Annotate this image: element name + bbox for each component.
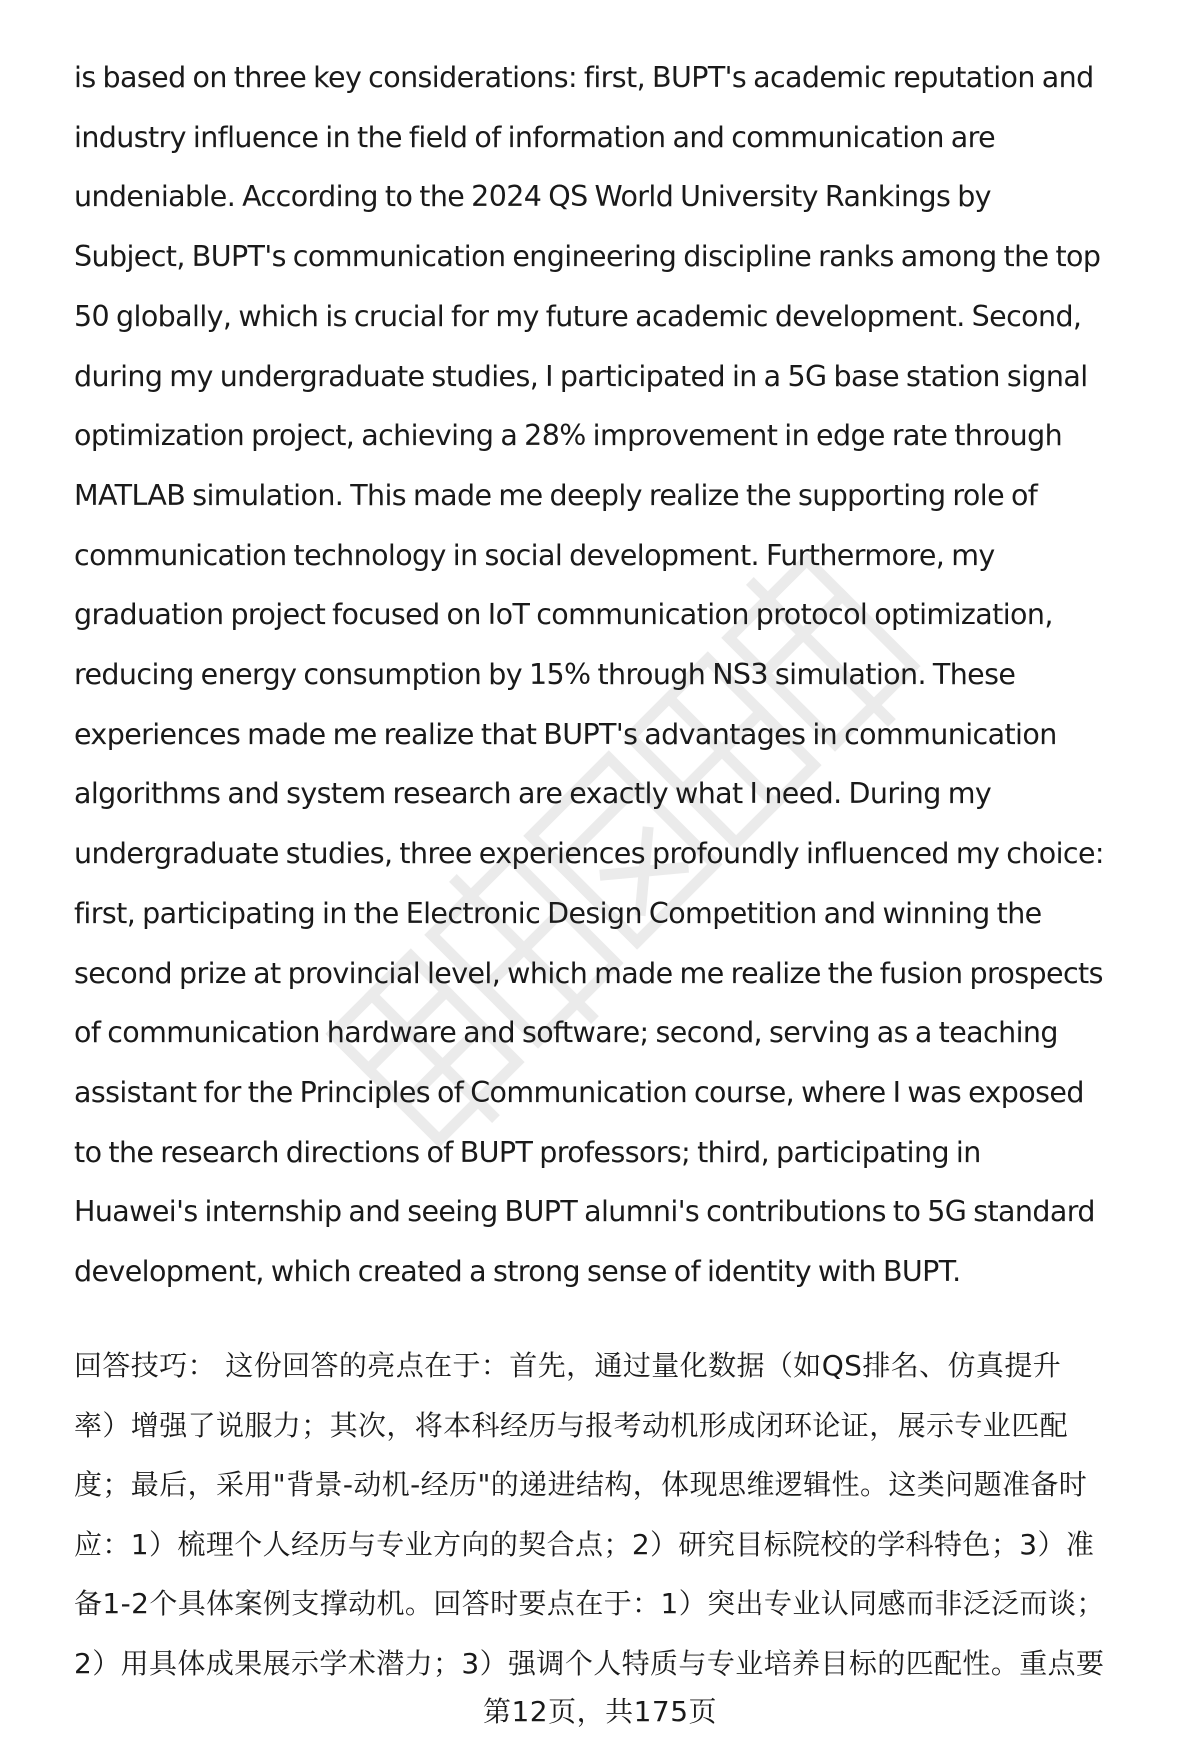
body-line: is based on three key considerations: first, BUPT's academic reputation and bbox=[74, 61, 1094, 94]
body-line: algorithms and system research are exactly what I need. During my bbox=[74, 777, 992, 811]
body-line: 50 globally, which is crucial for my future academic development. Second, bbox=[74, 299, 1082, 333]
body-line: Subject, BUPT's communication engineering discipline ranks among the top bbox=[74, 240, 1101, 274]
body-line: undeniable. According to the 2024 QS World University Rankings by bbox=[74, 180, 991, 214]
tips-line: 2）用具体成果展示学术潜力；3）强调个人特质与专业培养目标的匹配性。重点要 bbox=[74, 1646, 1105, 1680]
body-line: industry influence in the field of information and communication are bbox=[74, 120, 996, 154]
body-line: MATLAB simulation. This made me deeply realize the supporting role of bbox=[74, 478, 1038, 512]
body-line: experiences made me realize that BUPT's advantages in communication bbox=[74, 717, 1057, 751]
body-line: optimization project, achieving a 28% improvement in edge rate through bbox=[74, 419, 1063, 453]
body-line: first, participating in the Electronic Design Competition and winning the bbox=[74, 896, 1042, 930]
body-line: during my undergraduate studies, I participated in a 5G base station signal bbox=[74, 359, 1088, 393]
tips-line: 率）增强了说服力；其次，将本科经历与报考动机形成闭环论证，展示专业匹配 bbox=[74, 1408, 1069, 1442]
body-line: undergraduate studies, three experiences profoundly influenced my choice: bbox=[74, 837, 1104, 871]
body-paragraph bbox=[74, 48, 1166, 1302]
body-line: second prize at provincial level, which made me realize the fusion prospects bbox=[74, 956, 1103, 990]
page-number-footer: 第12页，共175页 bbox=[482, 1695, 718, 1728]
body-line: assistant for the Principles of Communication course, where I was exposed bbox=[74, 1075, 1084, 1109]
body-line: to the research directions of BUPT professors; third, participating in bbox=[74, 1135, 981, 1169]
body-line: development, which created a strong sense of identity with BUPT. bbox=[74, 1255, 961, 1289]
tips-line: 回答技巧： 这份回答的亮点在于：首先，通过量化数据（如QS排名、仿真提升 bbox=[74, 1349, 1062, 1382]
body-line: graduation project focused on IoT communication protocol optimization, bbox=[74, 598, 1053, 632]
body-line: Huawei's internship and seeing BUPT alumni's contributions to 5G standard bbox=[74, 1195, 1095, 1229]
body-line: communication technology in social development. Furthermore, my bbox=[74, 538, 995, 572]
answer-tips-paragraph bbox=[74, 1336, 1166, 1693]
tips-line: 备1-2个具体案例支撑动机。回答时要点在于：1）突出专业认同感而非泛泛而谈； bbox=[74, 1587, 1105, 1620]
tips-line: 应：1）梳理个人经历与专业方向的契合点；2）研究目标院校的学科特色；3）准 bbox=[74, 1527, 1095, 1561]
body-line: of communication hardware and software; second, serving as a teaching bbox=[74, 1016, 1058, 1050]
body-line: reducing energy consumption by 15% through NS3 simulation. These bbox=[74, 658, 1016, 692]
tips-line: 度；最后，采用"背景-动机-经历"的递进结构，体现思维逻辑性。这类问题准备时 bbox=[74, 1468, 1088, 1501]
